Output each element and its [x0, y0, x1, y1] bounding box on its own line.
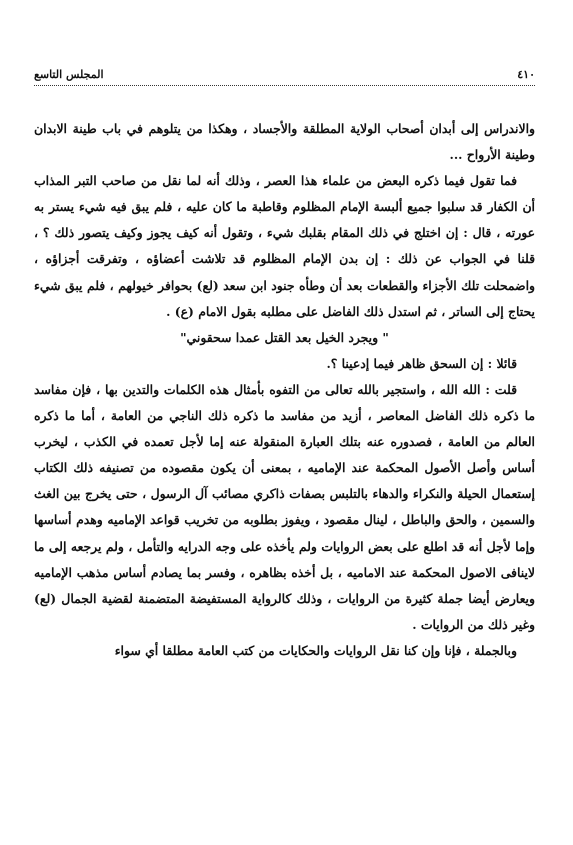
body-text — [34, 116, 535, 664]
page-number: ٤١٠ — [517, 68, 535, 81]
paragraph-continuation: والاندراس إلى أبدان أصحاب الولاية المطلقة والأجساد ، وهكذا من يتلوهم في باب طينة الابدان وطينة الأرواح ... — [34, 121, 535, 163]
paragraph-question: فما تقول فيما ذكره البعض من علماء هذا العصر ، وذلك أنه لما نقل من صاحب التبر المذاب أن الكفار قد سلبوا جميع ألبسة الإمام المظلوم وقاطبة ما كان عليه ، فلم يبق فيه شيء يستر به عورته ، قال : إن اختلج في ذلك المقام بقلبك شيء ، وتقول أنه كيف يجوز وكيف يتصور ذلك ؟ ، قلنا في الجواب عن ذلك : إن بدن الإمام المظلوم قد تلاشت أعضاؤه ، وتفرقت أجزاؤه ، واضمحلت تلك الأجزاء والقطعات بعد أن وطأه جنود ابن سعد (لع) بحوافر خيولهم ، فلم يبق شيء يحتاج إلى الساتر ، ثم استدل ذلك الفاضل على مطلبه بقول الامام (ع) . — [34, 173, 535, 319]
poetry-quote: " ويجرد الخيل بعد القتل عمدا سحقوني" — [180, 329, 389, 345]
chapter-title: المجلس التاسع — [34, 68, 104, 81]
paragraph-response: قلت : الله الله ، واستجير بالله تعالى من التفوه بأمثال هذه الكلمات والتدين بها ، فإن مفاسد ما ذكره ذلك الفاضل المعاصر ، أزيد من مفاسد ما ذكره ذلك الناجي من العامة ، أما ما ذكره العالم من العامة ، فصدوره عنه بتلك العبارة المنقولة عنه إما لأجل تعمده في الكذب ، ليخرب أساس وأصل الأصول المحكمة عند الإماميه ، بمعنى أن يكون مقصوده من تصنيفه ذلك الكتاب إستعمال الحيلة والنكراء والدهاء بالتلبس بصفات ذاكري مصائب آل الرسول ، حتى يخرج بين الغث والسمين ، والحق والباطل ، لينال مقصود ، ويفوز بطلوبه من تخريب قواعد الإماميه وهدم أساسها وإما لأجل أنه قد اطلع على بعض الروايات ولم يأخذه على وجه الدرايه والتأمل ، ولم يرجعه إلى ما لاينافى الاصول المحكمة عند الاماميه ، بل أخذه بظاهره ، وفسر بما يصادم أساس مذهب الإماميه ويعارض أيضا جملة كثيرة من الروايات ، وذلك كالرواية المستفيضة المتضمنة لقضية الجمال (لع) وغير ذلك من الروايات . — [34, 381, 535, 632]
running-header — [34, 68, 535, 86]
paragraph-summary: وبالجملة ، فإنا وإن كنا نقل الروايات والحكايات من كتب العامة مطلقا أي سواء — [114, 642, 517, 658]
paragraph-claim: قائلا : إن السحق ظاهر فيما إدعينا ؟. — [326, 355, 517, 371]
